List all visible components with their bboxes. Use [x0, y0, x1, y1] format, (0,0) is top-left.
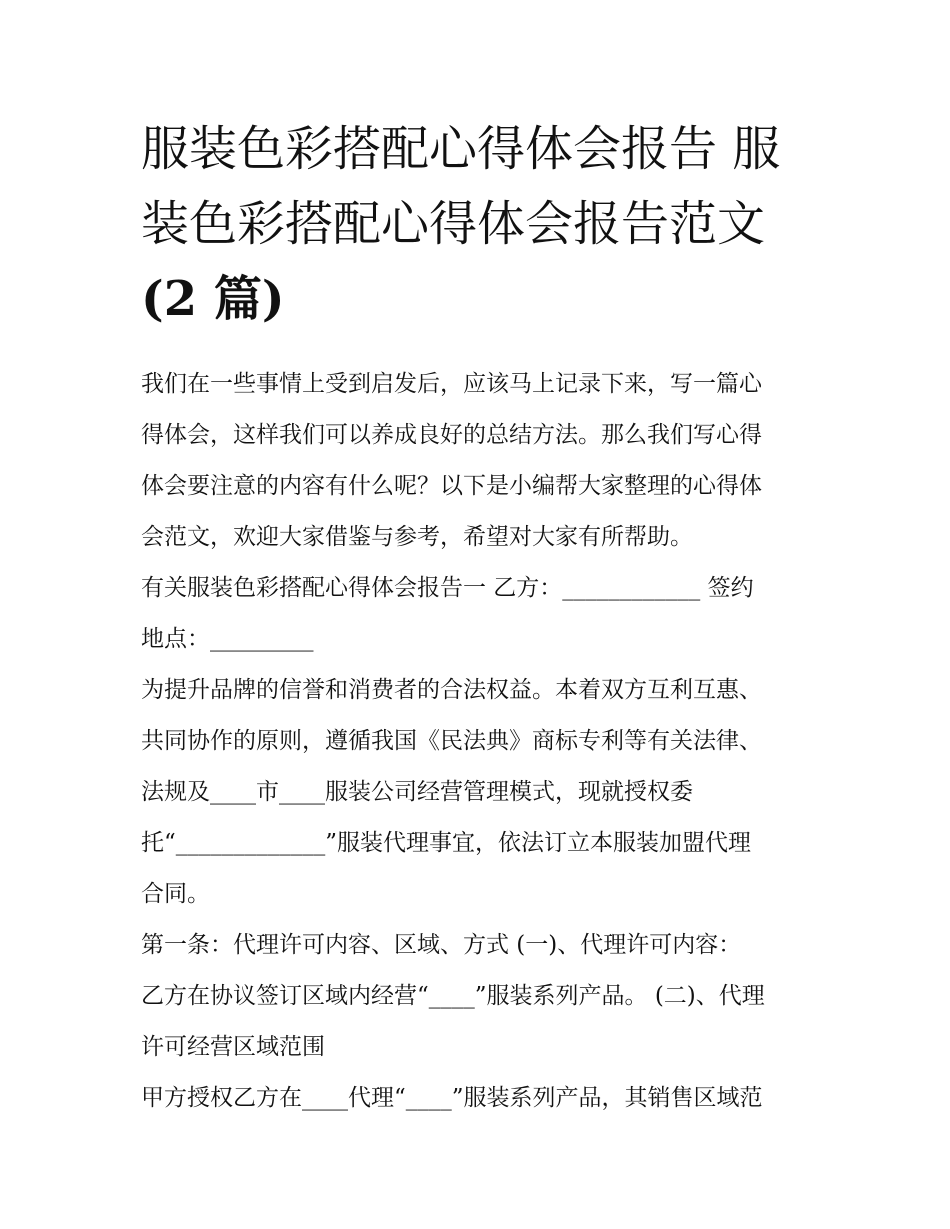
body-line-2: 得体会，这样我们可以养成良好的总结方法。那么我们写心得 — [141, 422, 762, 448]
title-line-1: 服装色彩搭配心得体会报告 服 — [141, 121, 781, 177]
body-line-8: 共同协作的原则，遵循我国《民法典》商标专利等有关法律、 — [141, 728, 762, 754]
body-line-1: 我们在一些事情上受到启发后，应该马上记录下来，写一篇心 — [141, 371, 762, 397]
document-body — [141, 359, 821, 1124]
body-line-10: 托“_____________”服装代理事宜，依法订立本服装加盟代理 — [141, 830, 752, 856]
body-line-5: 有关服装色彩搭配心得体会报告一 乙方：____________ 签约 — [141, 575, 754, 601]
body-line-15: 甲方授权乙方在____代理“____”服装系列产品，其销售区域范 — [141, 1085, 763, 1111]
body-line-3: 体会要注意的内容有什么呢？以下是小编帮大家整理的心得体 — [141, 473, 762, 499]
body-line-12: 第一条：代理许可内容、区域、方式 (一)、代理许可内容： — [141, 932, 742, 958]
body-line-11: 合同。 — [141, 881, 210, 907]
document-page — [141, 112, 821, 1124]
body-line-7: 为提升品牌的信誉和消费者的合法权益。本着双方互利互惠、 — [141, 677, 762, 703]
body-line-13: 乙方在协议签订区域内经营“____”服装系列产品。 (二)、代理 — [141, 983, 765, 1009]
body-line-9: 法规及____市____服装公司经营管理模式，现就授权委 — [141, 779, 693, 805]
document-title — [141, 112, 821, 337]
title-line-3: (2 篇) — [141, 271, 285, 327]
body-line-4: 会范文，欢迎大家借鉴与参考，希望对大家有所帮助。 — [141, 524, 693, 550]
body-line-14: 许可经营区域范围 — [141, 1034, 325, 1060]
body-line-6: 地点：_________ — [141, 626, 314, 652]
title-line-2: 装色彩搭配心得体会报告范文 — [141, 196, 766, 252]
